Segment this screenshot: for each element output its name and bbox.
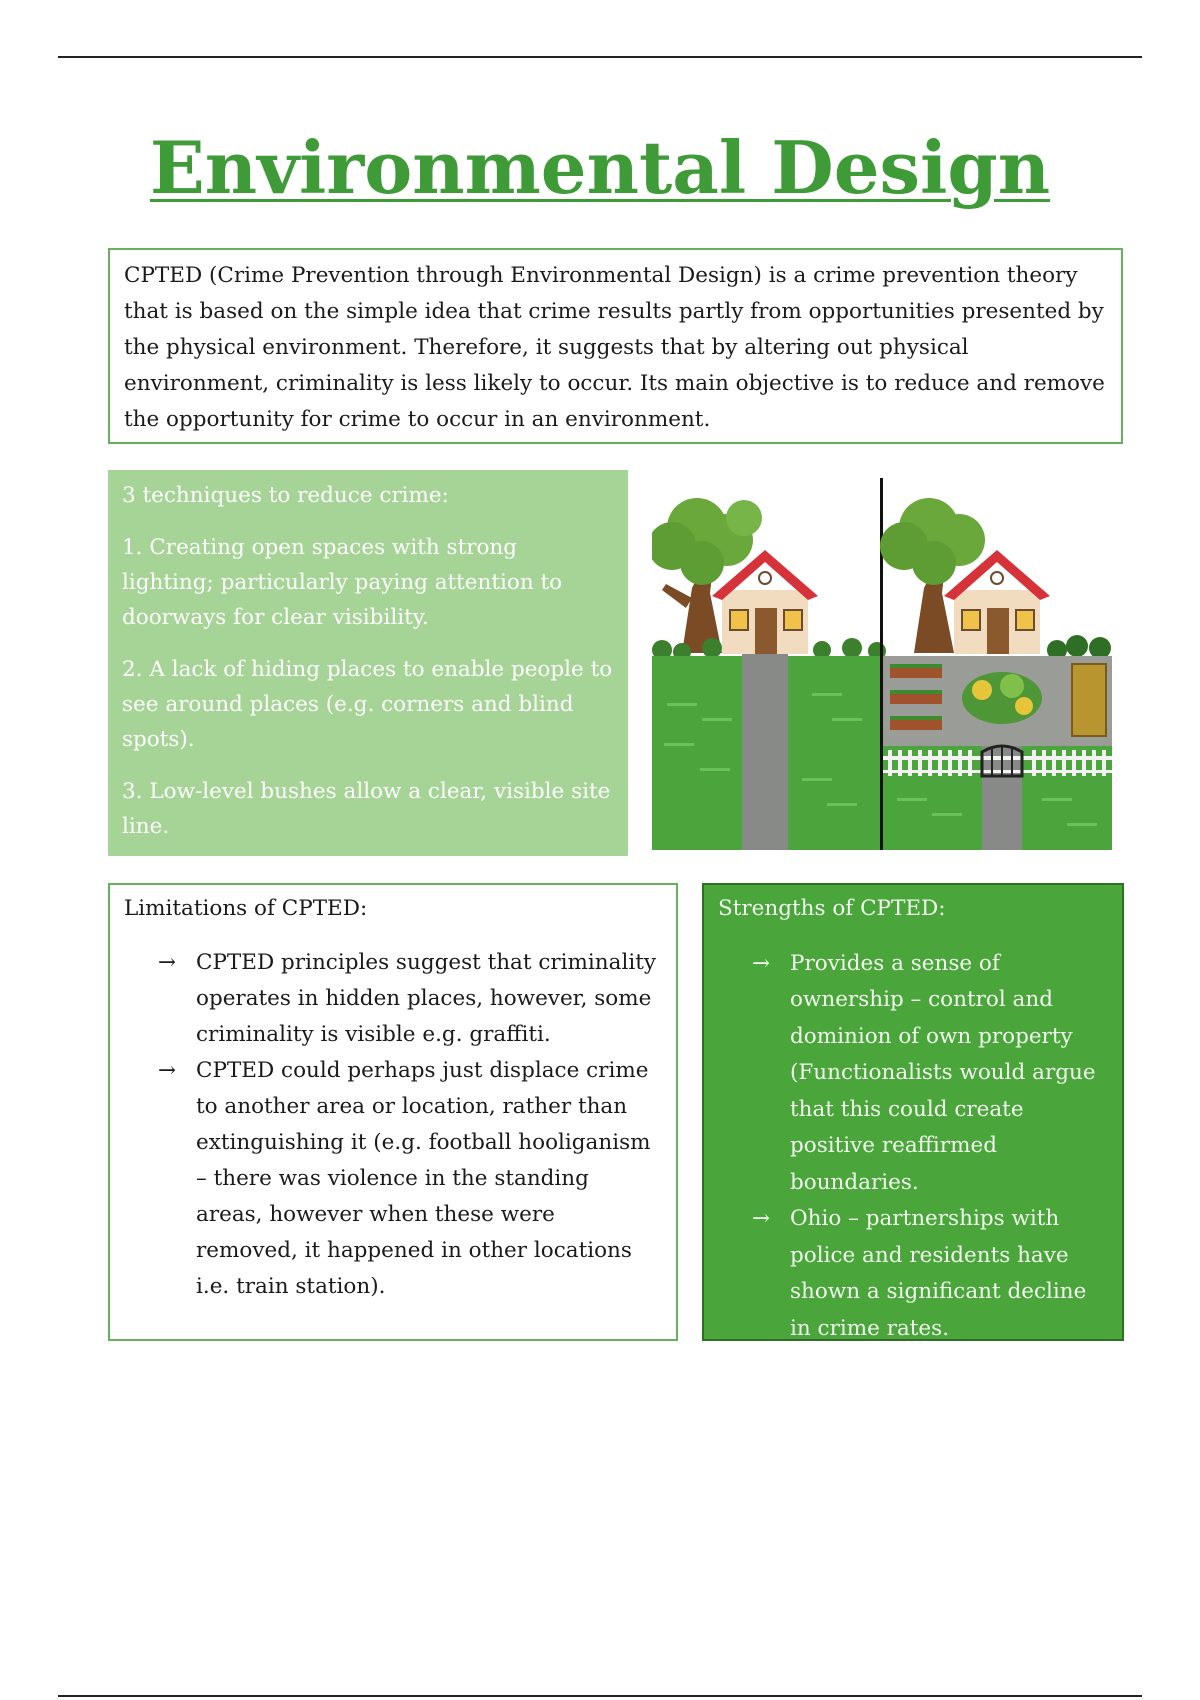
- strengths-box: [702, 883, 1124, 1341]
- garden-bed: [962, 672, 1042, 724]
- list-item: [158, 945, 662, 1053]
- limitations-heading: Limitations of CPTED:: [124, 896, 368, 921]
- techniques-heading: 3 techniques to reduce crime:: [122, 483, 449, 508]
- technique-item: 2. A lack of hiding places to enable people to see around places (e.g. corners and blind spots).: [122, 657, 613, 752]
- technique-item: 3. Low-level bushes allow a clear, visible site line.: [122, 779, 611, 839]
- intro-box: [108, 248, 1123, 444]
- bottom-rule: [58, 1695, 1142, 1697]
- list-item: [158, 1053, 662, 1305]
- list-item: [752, 946, 1108, 1202]
- strengths-list: [718, 946, 1108, 1348]
- top-rule: [58, 56, 1142, 58]
- panel-divider: [880, 478, 883, 850]
- right-arrow-icon: →: [158, 950, 177, 975]
- techniques-box: [108, 470, 628, 856]
- list-item-text: Provides a sense of ownership – control and dominion of own property (Functionalists would argue that this could create positive reaffirmed boundaries.: [790, 950, 1096, 1195]
- planter-boxes: [890, 664, 942, 730]
- list-item: [752, 1201, 1108, 1347]
- strengths-heading: Strengths of CPTED:: [718, 896, 946, 921]
- limitations-box: [108, 883, 678, 1341]
- right-panel-scene: [880, 498, 1112, 850]
- right-arrow-icon: →: [752, 1206, 771, 1231]
- list-item-text: Ohio – partnerships with police and residents have shown a significant decline in crime rates.: [790, 1206, 1087, 1341]
- intro-text: CPTED (Crime Prevention through Environmental Design) is a crime prevention theory that is based on the simple idea that crime results partly from opportunities presented by the physical environment. Therefore, it suggests that by altering out physical environment, criminality is less likely to occur. Its main objective is to reduce and remove the opportunity for crime to occur in an environment.: [124, 263, 1105, 432]
- left-panel-scene: [652, 498, 886, 850]
- limitations-list: [124, 945, 662, 1305]
- right-arrow-icon: →: [158, 1058, 177, 1083]
- list-item-text: CPTED could perhaps just displace crime to another area or location, rather than extinguishing it (e.g. football hooliganism – there was violence in the standing areas, however when these were removed, it happened in other locations i.e. train station).: [196, 1058, 651, 1299]
- list-item-text: CPTED principles suggest that criminality operates in hidden places, however, some criminality is visible e.g. graffiti.: [196, 950, 657, 1047]
- cpted-illustration: [652, 478, 1112, 850]
- right-arrow-icon: →: [752, 950, 771, 976]
- technique-item: 1. Creating open spaces with strong lighting; particularly paying attention to doorways for clear visibility.: [122, 535, 563, 630]
- page-title: Environmental Design: [149, 125, 1051, 210]
